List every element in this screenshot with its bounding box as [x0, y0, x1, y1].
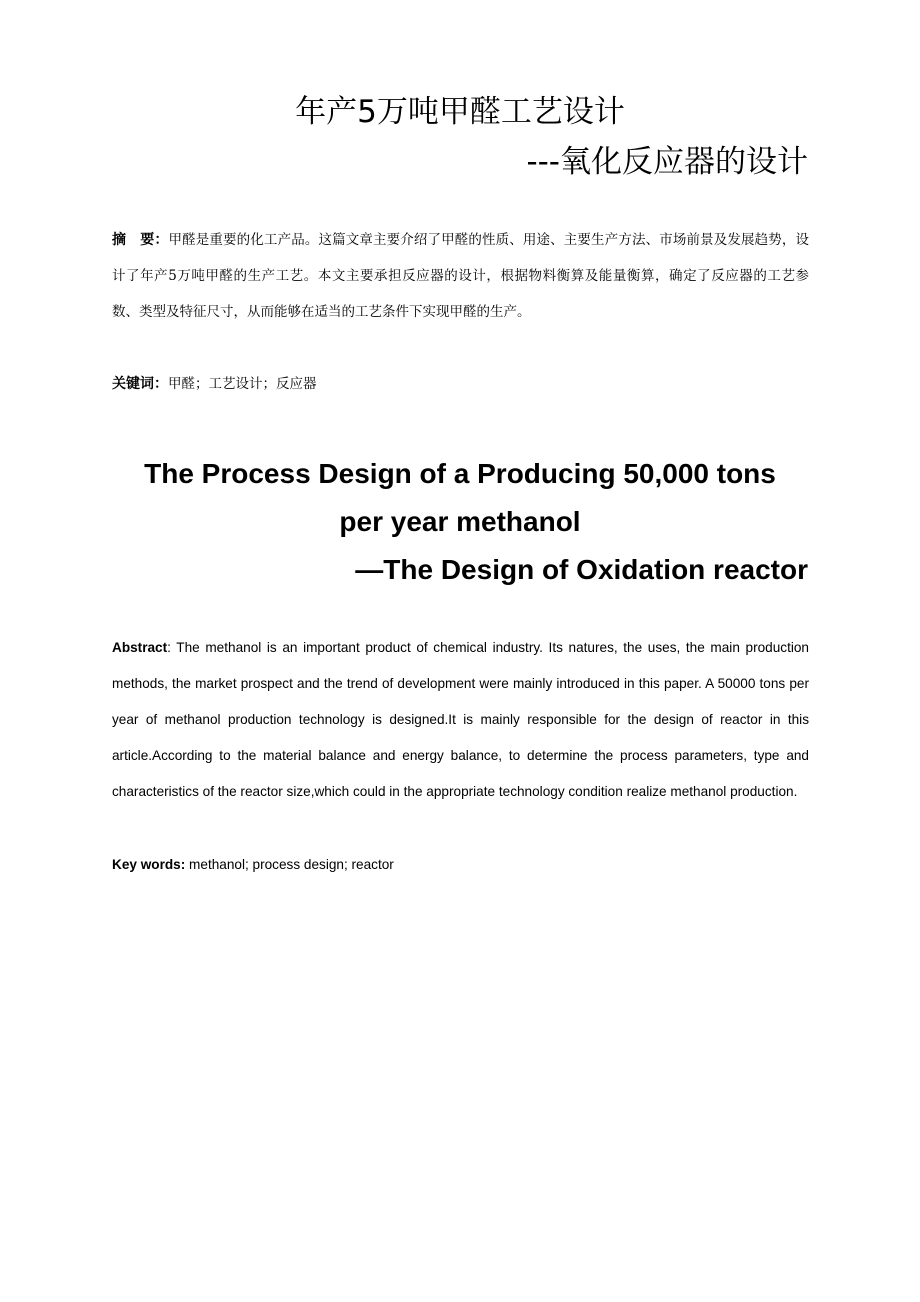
chinese-subtitle: ---氧化反应器的设计	[526, 144, 808, 180]
english-keywords	[112, 847, 809, 883]
english-keywords-label: Key words:	[112, 857, 186, 872]
chinese-title: 年产5万吨甲醛工艺设计	[295, 94, 625, 130]
english-title-line-1: The Process Design of a Producing 50,000 tons	[144, 458, 776, 489]
chinese-abstract-text: 甲醛是重要的化工产品。这篇文章主要介绍了甲醛的性质、用途、主要生产方法、市场前景及发展趋势，设计了年产5万吨甲醛的生产工艺。本文主要承担反应器的设计，根据物料衡算及能量衡算，确定了反应器的工艺参数、类型及特征尺寸，从而能够在适当的工艺条件下实现甲醛的生产。	[112, 232, 810, 320]
english-abstract-text: : The methanol is an important product of chemical industry. Its natures, the uses, the main production methods, the market prospect and the trend of development were mainly introduced in this paper. A 50000 tons per year of methanol production technology is designed.It is mainly responsible for the design of reactor in this article.According to the material balance and energy balance, to determine the process parameters, type and characteristics of the reactor size,which could in the appropriate technology condition realize methanol production.	[112, 640, 809, 799]
chinese-abstract	[112, 222, 809, 330]
english-abstract-label: Abstract	[112, 640, 168, 655]
english-keywords-text: methanol; process design; reactor	[185, 857, 394, 872]
chinese-keywords	[112, 366, 809, 402]
chinese-keywords-text: 甲醛；工艺设计；反应器	[168, 376, 317, 392]
english-subtitle: —The Design of Oxidation reactor	[355, 554, 808, 585]
english-abstract	[112, 630, 809, 810]
chinese-abstract-label: 摘 要：	[112, 232, 169, 248]
english-title-line-2: per year methanol	[339, 506, 581, 537]
chinese-keywords-label: 关键词：	[112, 376, 168, 392]
